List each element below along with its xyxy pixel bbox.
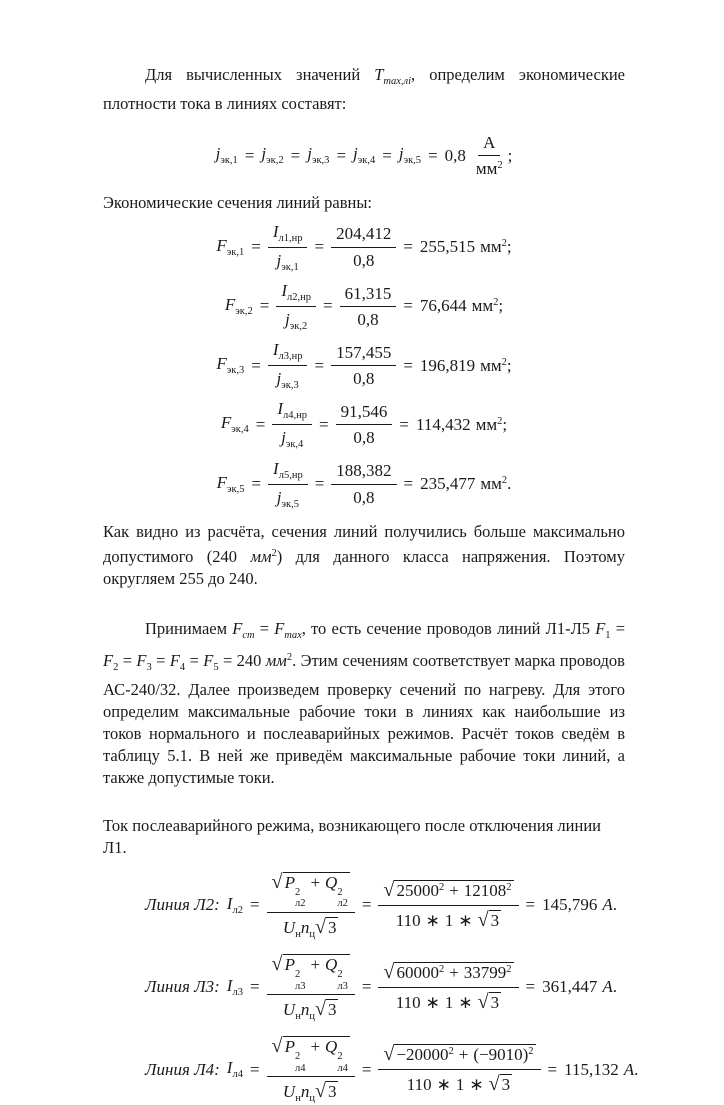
formula-line-l4-current: Линия Л4: $I_{л4}$ = √ P 2 л4 + Q 2 л4 $U_нn_ц√$ 3 = $\frac{√ -20000^2 + (-9010)^2}{110 ∗ 1 ∗ √ 3}$ = 115,132 А. [145,1035,639,1105]
star-sign: ∗ [458,993,473,1013]
equals-sign: = [361,977,372,997]
math-term: $j_{эк,5}$ [398,144,422,167]
radical-sign: √ [477,908,489,931]
equals-sign: = [322,296,333,316]
equals-sign: = [249,1059,260,1079]
equals-sign: = [319,414,329,434]
radical-sign: √ [488,1073,500,1096]
math-term: $j_{эк,1}$ [215,144,238,167]
paragraph-accepted-sections: Принимаем $F_{ст} = F_{max}$, то есть сечение проводов линий Л1-Л5 $F_1 = F_2 = F_3 = F_4 = F_5 = 240$ $мм^2$. Этим сечениям соответствует марка проводов АС-240/32. Далее произведем проверку сечений по нагреву. Для этого определим максимальные рабочие токи в линиях как наибольшие из токов нормального и послеаварийных режимов. Расчёт токов сведём в таблицу 5.1. В ней же приведём максимальные рабочие токи линий, а также допустимые токи. [103,618,626,787]
equals-sign: = [428,145,438,165]
formula-section-f1: $F_{эк,1}$ = $\frac{I_{л1,нр}}{j_{эк,1}}$ = $\frac{204,412}{0,8}$ = 255,515 $мм^2$; [216,221,512,273]
equals-sign: = [249,895,260,915]
equals-sign: = [251,237,261,256]
plus-sign: + [310,1037,321,1057]
equals-sign: = [251,474,262,493]
equals-sign: = [403,474,414,493]
plus-sign: + [449,963,459,982]
equals-sign: = [255,414,266,434]
formula-section-f4: $F_{эк,4}$ = $\frac{I_{л4,нр}}{j_{эк,4}}$ = $\frac{91,546}{0,8}$ = 114,432 $мм^2$; [220,399,508,451]
formula-section-f2: $F_{эк,2}$ = $\frac{I_{л2,нр}}{j_{эк,2}}$ = $\frac{61,315}{0,8}$ = 76,644 $мм^2$; [224,280,504,332]
result: 361,447 А. [542,977,618,997]
line-label: Линия Л3: [145,977,220,997]
result: 76,644 $мм^2$; [419,296,504,316]
radical-sign: √ [383,878,395,901]
equals-sign: = [314,237,325,256]
symbolic-fraction: √ P 2 л4 + Q 2 л4 $U_нn_ц√$ 3 [267,1033,355,1105]
symbolic-fraction: √ P 2 л3 + Q 2 л3 $U_нn_ц√$ 3 [267,951,355,1023]
equals-sign: = [399,414,409,434]
formula-economic-current-density [103,131,625,180]
equals-sign: = [290,145,301,165]
result: 196,819 $мм^2$; [419,355,512,375]
value: 0,8 [444,145,466,165]
radical-sign: √ [271,1035,283,1058]
equals-sign: = [547,1059,558,1079]
radical-sign: √ [383,1043,395,1066]
star-sign: ∗ [425,910,440,930]
result: 235,477 $мм^2$. [420,474,512,493]
equals-sign: = [336,145,347,165]
formula-section-f5: $F_{эк,5}$ = $\frac{I_{л5,нр}}{j_{эк,5}}$ = $\frac{188,382}{0,8}$ = 235,477 $мм^2$. [216,458,512,510]
radical-sign: √ [314,998,326,1021]
equals-sign: = [361,895,372,915]
equals-sign: = [525,895,536,915]
equals-sign: = [382,145,392,165]
numeric-fraction: $\frac{√ 25000^2 + 12108^2}{110 ∗ 1 ∗ √ 3}$ [378,877,518,933]
equals-sign: = [403,237,413,256]
line-label: Линия Л4: [145,1059,220,1079]
star-sign: ∗ [436,1075,451,1095]
formula-line-l3-current: Линия Л3: $I_{л3}$ = √ P 2 л3 + Q 2 л3 $U_нn_ц√$ 3 = $\frac{√ 60000^2 + 33799^2}{110 ∗ 1 ∗ √ 3}$ = 361,447 А. [145,952,618,1023]
equals-sign: = [259,296,270,316]
radical-sign: √ [314,1080,326,1103]
symbolic-fraction: $\frac{I_{л3,нр}}{j_{эк,3}}$ [268,338,308,392]
symbolic-fraction: $\frac{I_{л1,нр}}{j_{эк,1}}$ [268,220,308,274]
equals-sign: = [403,296,413,316]
math-term: $j_{эк,3}$ [307,144,330,167]
result: 114,432 $мм^2$; [415,414,508,434]
math-term: $j_{эк,2}$ [261,144,284,167]
numeric-fraction: $\frac{157,455}{0,8}$ [331,341,396,390]
radical-sign: √ [477,991,489,1014]
star-sign: ∗ [425,993,440,1013]
equals-sign: = [403,355,413,375]
radical-sign: √ [314,915,326,938]
paragraph-rounding-note: Как видно из расчёта, сечения линий получились больше максимально допустимого (240 $мм^2$) для данного класса напряжения. Поэтому округляем 255 до 240. [103,521,625,588]
numeric-fraction: $\frac{188,382}{0,8}$ [331,459,396,508]
plus-sign: + [310,954,321,974]
equals-sign: = [249,977,260,997]
equals-sign: = [314,355,325,375]
numeric-fraction: $\frac{√ -20000^2 + (-9010)^2}{110 ∗ 1 ∗ √ 3}$ [378,1041,540,1097]
equals-sign: = [251,355,261,375]
plus-sign: + [310,872,321,892]
punctuation: ; [507,145,513,165]
plus-sign: + [449,880,459,900]
equals-sign: = [525,977,536,997]
heading-economic-sections: Экономические сечения линий равны: [103,192,372,212]
line-label: Линия Л2: [145,895,220,915]
equals-sign: = [314,474,325,493]
result: 115,132 А. [564,1059,639,1079]
radical-sign: √ [271,870,283,893]
star-sign: ∗ [469,1075,484,1095]
symbolic-fraction: $\frac{I_{л4,нр}}{j_{эк,4}}$ [272,397,312,451]
numeric-fraction: $\frac{204,412}{0,8}$ [331,222,396,271]
numeric-fraction: $\frac{√ 60000^2 + 33799^2}{110 ∗ 1 ∗ √ 3}$ [378,959,518,1015]
symbolic-fraction: √ P 2 л2 + Q 2 л2 $U_нn_ц√$ 3 [267,869,355,941]
radical-sign: √ [271,952,283,975]
result: 145,796 А. [542,895,618,915]
star-sign: ∗ [458,910,473,930]
plus-sign: + [458,1045,469,1065]
numeric-fraction: $\frac{91,546}{0,8}$ [336,400,393,449]
unit-fraction: $\frac{А}{мм^2}$ [475,133,503,179]
math-term: $j_{эк,4}$ [353,144,376,167]
equals-sign: = [361,1059,372,1079]
symbolic-fraction: $\frac{I_{л2,нр}}{j_{эк,2}}$ [276,279,316,333]
formula-section-f3: $F_{эк,3}$ = $\frac{I_{л3,нр}}{j_{эк,3}}$ = $\frac{157,455}{0,8}$ = 196,819 $мм^2$; [216,340,512,392]
equals-sign: = [244,145,255,165]
paragraph-post-fault-current: Ток послеаварийного режима, возникающего после отключения линии Л1. [103,815,601,857]
paragraph-economic-density-intro: Для вычисленных значений $T_{max,лi}$, определим экономические плотности тока в линиях составят: [103,65,625,113]
numeric-fraction: $\frac{61,315}{0,8}$ [340,282,397,331]
result: 255,515 $мм^2$; [419,237,512,256]
formula-line-l2-current: Линия Л2: $I_{л2}$ = √ P 2 л2 + Q 2 л2 $U_нn_ц√$ 3 = $\frac{√ 25000^2 + 12108^2}{110 ∗ 1 ∗ √ 3}$ = 145,796 А. [145,870,618,940]
symbolic-fraction: $\frac{I_{л5,нр}}{j_{эк,5}}$ [268,457,308,511]
radical-sign: √ [383,961,395,983]
